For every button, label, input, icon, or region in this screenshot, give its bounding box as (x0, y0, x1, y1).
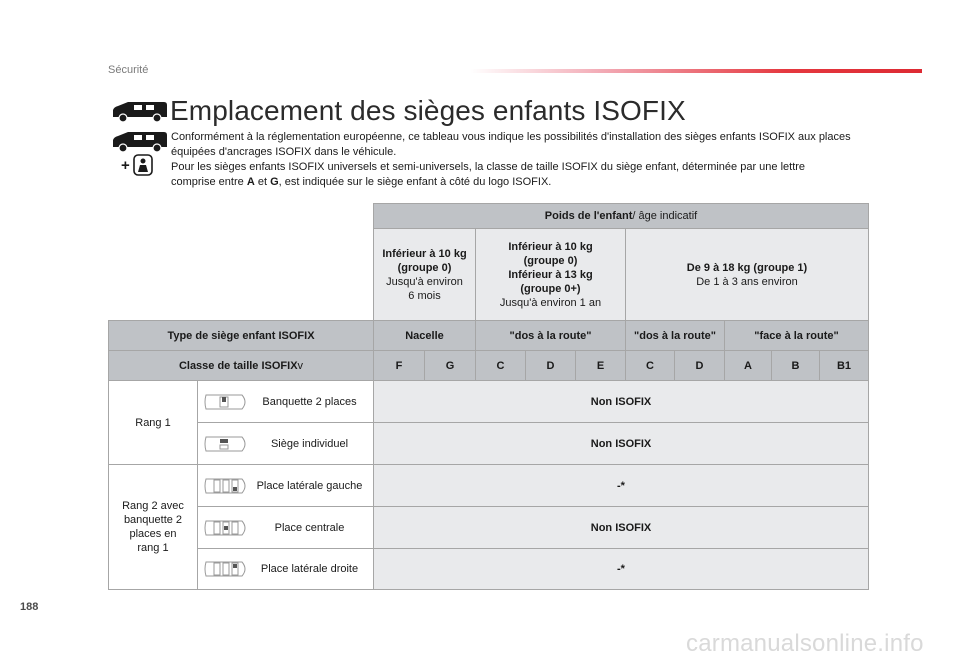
row-value: Non ISOFIX (373, 506, 869, 549)
place-label: Place latérale gauche (256, 479, 363, 492)
watermark: carmanualsonline.info (686, 630, 924, 657)
rang-2-label: Rang 2 avec banquette 2 places en rang 1 (108, 464, 198, 590)
size-class-g: G (424, 350, 476, 381)
intro-paragraph-2: Pour les sièges enfants ISOFIX universels et semi-universels, la classe de taille ISOFIX du siège enfant, déterminée par une lettre comprise entre A et G, est indiquée sur le siège enfant à côté du logo ISOFIX. (171, 161, 806, 188)
row-value: Non ISOFIX (373, 422, 869, 465)
row-value: -* (373, 548, 869, 590)
seat-type-forward-facing: "face à la route" (724, 320, 869, 351)
row-value: Non ISOFIX (373, 380, 869, 423)
seat-type-nacelle: Nacelle (373, 320, 476, 351)
group-0plus: Inférieur à 10 kg (groupe 0) Inférieur à 13 kg (groupe 0+) Jusqu'à environ 1 an (475, 228, 626, 321)
seat-type-label: Type de siège enfant ISOFIX (108, 320, 374, 351)
page-number: 188 (20, 601, 39, 613)
seat-layout-icon (202, 433, 250, 455)
table-row (197, 548, 374, 590)
svg-text:+: + (121, 157, 130, 174)
place-label: Place latérale droite (260, 563, 359, 575)
intro-paragraph-1: Conformément à la réglementation européenne, ce tableau vous indique les possibilités d'installation des sièges enfants ISOFIX aux places équipées d'ancrages ISOFIX dans le véhicule. (171, 131, 851, 158)
size-class-e: E (575, 350, 626, 381)
van-icon-second (110, 131, 168, 153)
table-row (197, 422, 374, 465)
van-icon (110, 101, 168, 123)
size-class-c: C (475, 350, 526, 381)
seat-layout-icon (202, 517, 250, 539)
child-seat-plus-icon (121, 153, 155, 177)
size-class-a: A (724, 350, 772, 381)
place-label: Banquette 2 places (262, 395, 357, 408)
page-title: Emplacement des sièges enfants ISOFIX (170, 95, 686, 126)
size-class-d-2: D (674, 350, 725, 381)
table-row (197, 380, 374, 423)
intro-text (171, 130, 851, 190)
size-class-label: Classe de taille ISOFIX v (108, 350, 374, 381)
seat-type-rear-facing-2: "dos à la route" (625, 320, 725, 351)
size-class-f: F (373, 350, 425, 381)
size-class-b1: B1 (819, 350, 869, 381)
size-class-c-2: C (625, 350, 675, 381)
size-class-d: D (525, 350, 576, 381)
group-1: De 9 à 18 kg (groupe 1) De 1 à 3 ans environ (625, 228, 869, 321)
seat-layout-icon (202, 391, 250, 413)
weight-header: Poids de l'enfant / âge indicatif (373, 203, 869, 229)
seat-layout-icon (202, 475, 250, 497)
seat-type-rear-facing-1: "dos à la route" (475, 320, 626, 351)
row-value: -* (373, 464, 869, 507)
group-0: Inférieur à 10 kg (groupe 0) Jusqu'à environ 6 mois (373, 228, 476, 321)
size-class-b: B (771, 350, 820, 381)
table-row (197, 464, 374, 507)
rang-1-label: Rang 1 (108, 380, 198, 465)
place-label: Siège individuel (270, 437, 349, 450)
table-row (197, 506, 374, 549)
section-label: Sécurité (108, 64, 149, 76)
header-accent-bar (470, 69, 922, 73)
seat-layout-icon (202, 558, 250, 580)
place-label: Place centrale (274, 521, 345, 534)
